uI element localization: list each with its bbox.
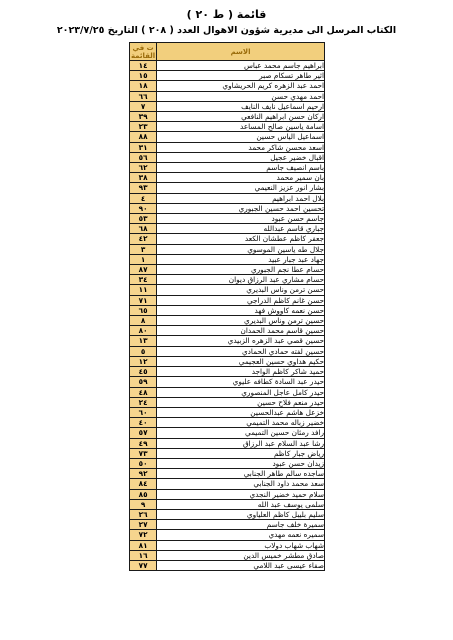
row-name: بان سمير محمد [157,173,325,183]
table-row [130,428,325,438]
row-list-number: ٥ [130,346,157,356]
table-row [130,234,325,244]
row-list-number: ٢٤ [130,397,157,407]
row-name: حسين لفته حمادي الحمادي [157,346,325,356]
row-list-number: ٤٥ [130,367,157,377]
row-list-number: ٨٤ [130,479,157,489]
row-list-number: ٥٠ [130,458,157,468]
row-list-number: ٣٤ [130,275,157,285]
row-name: صفاء عيسى عبد اللامي [157,560,325,570]
row-name: حسين قصي عبد الزهره الزبيدي [157,336,325,346]
row-list-number: ٤٠ [130,418,157,428]
row-list-number: ١٨ [130,81,157,91]
row-name: سميرة خلف جاسم [157,520,325,530]
table-row [130,458,325,468]
table-row [130,275,325,285]
row-name: تحسين احمد حسين الجبوري [157,203,325,213]
row-name: جهاد عبد جبار عبيد [157,254,325,264]
row-list-number: ٣٨ [130,173,157,183]
row-name: احمد مهدي حسن [157,91,325,101]
row-name: رافد رمثان حسين التميمي [157,428,325,438]
row-list-number: ٢٦ [130,509,157,519]
row-name: بلال احمد ابراهيم [157,193,325,203]
table-row [130,367,325,377]
row-name: حسين قاسم محمد الحمدان [157,326,325,336]
row-name: خضير زباله محمد التميمي [157,418,325,428]
row-name: حميد شاكر كاظم الواجد [157,367,325,377]
table-row [130,316,325,326]
row-name: جلال طه ياسين الموسوي [157,244,325,254]
table-row [130,244,325,254]
row-list-number: ٩ [130,499,157,509]
row-name: سلام حميد خضير النجدي [157,489,325,499]
table-row [130,509,325,519]
row-name: سلمى يوسف عبد الله [157,499,325,509]
table-row [130,407,325,417]
row-name: اقبال خضير عجيل [157,152,325,162]
row-list-number: ٨٨ [130,132,157,142]
row-list-number: ٨٥ [130,489,157,499]
row-list-number: ٧٣ [130,448,157,458]
row-name: اثير طاهر تسكام صبر [157,71,325,81]
row-name: رشا عبد السلام عبد الرزاق [157,438,325,448]
table-row [130,377,325,387]
row-list-number: ٧١ [130,295,157,305]
row-list-number: ١٥ [130,71,157,81]
table-row [130,101,325,111]
table-row [130,387,325,397]
table-row [130,173,325,183]
row-list-number: ٣٩ [130,112,157,122]
page-title: قائمة ( ط ٢٠ ) [186,8,267,21]
row-name: سليم بليبل كاظم العلياوي [157,509,325,519]
table-row [130,550,325,560]
letter-subtitle: الكتاب المرسل الى مديرية شؤون الاهوال العدد ( ٢٠٨ ) التاريخ ٢٠٢٣/٧/٢٥ [56,25,397,36]
row-list-number: ٦٢ [130,163,157,173]
row-list-number: ١ [130,254,157,264]
row-name: خزعل هاشم عبدالحسين [157,407,325,417]
table-row [130,418,325,428]
row-list-number: ٦٨ [130,224,157,234]
row-name: احمد عبد الزهره كريم الحريشاوي [157,81,325,91]
table-row [130,71,325,81]
table-row [130,214,325,224]
table-row [130,326,325,336]
row-list-number: ٥٩ [130,377,157,387]
column-header-name: الاسم [157,43,325,61]
row-list-number: ٩٢ [130,469,157,479]
row-list-number: ١٢ [130,356,157,366]
row-list-number: ٥٧ [130,428,157,438]
row-name: حكيم هداوي حسين العجيمي [157,356,325,366]
row-name: باسم انصيف جاسم [157,163,325,173]
table-row [130,336,325,346]
table-row [130,499,325,509]
row-name: شهاب شهاب دولاب [157,540,325,550]
row-name: حسن نعمه كاووش فهد [157,305,325,315]
row-name: ساجده سالم طاهر الجنابي [157,469,325,479]
table-row [130,152,325,162]
row-list-number: ٤٢ [130,234,157,244]
row-list-number: ٢٣ [130,122,157,132]
table-header-row [130,43,325,61]
column-header-number: ت في القائمة [130,43,156,60]
row-list-number: ١٦ [130,550,157,560]
row-list-number: ٤٩ [130,438,157,448]
row-list-number: ١٤ [130,61,157,71]
row-list-number: ٦٠ [130,407,157,417]
row-name: جعفر كاظم عطشان الكعد [157,234,325,244]
row-name: اسماعيل الياس حسين [157,132,325,142]
row-name: حسن ترمن وناس البديري [157,285,325,295]
row-name: حيدر كامل عاجل المنصوري [157,387,325,397]
table-row [130,479,325,489]
row-list-number: ٣ [130,244,157,254]
table-row [130,132,325,142]
table-row [130,560,325,570]
row-list-number: ١١ [130,285,157,295]
row-name: حيدر عبد السادة كطافه عليوي [157,377,325,387]
row-name: سعد محمد داود الجنابي [157,479,325,489]
row-name: اسعد محسن شاكر محمد [157,142,325,152]
row-name: سميره نعمه مهدي [157,530,325,540]
table-row [130,254,325,264]
table-row [130,91,325,101]
row-list-number: ٦٥ [130,305,157,315]
row-list-number: ٤ [130,193,157,203]
names-table [129,42,325,571]
row-name: اركان حسن ابراهيم النافعي [157,112,325,122]
row-list-number: ٧٧ [130,560,157,570]
row-list-number: ٨ [130,316,157,326]
row-list-number: ٨٠ [130,326,157,336]
table-row [130,163,325,173]
row-name: حسن غانم كاظم الدراجي [157,295,325,305]
table-row [130,183,325,193]
table-row [130,469,325,479]
table-row [130,265,325,275]
table-row [130,61,325,71]
row-name: حسام مشاري عبد الرزاق ديوان [157,275,325,285]
row-list-number: ٤٨ [130,387,157,397]
table-row [130,356,325,366]
row-name: بشار انور عزيز النعيمي [157,183,325,193]
row-name: صادق مطشر خميس الدين [157,550,325,560]
table-row [130,112,325,122]
table-row [130,448,325,458]
table-row [130,122,325,132]
table-row [130,224,325,234]
row-list-number: ١٣ [130,336,157,346]
table-row [130,346,325,356]
row-name: جباري قاسم عبدالله [157,224,325,234]
row-list-number: ٨٧ [130,265,157,275]
row-list-number: ٦٦ [130,91,157,101]
table-row [130,203,325,213]
row-name: جاسم حسن عبود [157,214,325,224]
table-row [130,81,325,91]
row-list-number: ٥٦ [130,152,157,162]
row-name: حسام عطا نجم الجبوري [157,265,325,275]
row-list-number: ٧ [130,101,157,111]
row-name: حيدر منعم فلاح حسين [157,397,325,407]
table-row [130,305,325,315]
table-row [130,285,325,295]
row-list-number: ٩٣ [130,183,157,193]
table-row [130,193,325,203]
table-row [130,530,325,540]
row-list-number: ٣١ [130,142,157,152]
table-row [130,142,325,152]
table-row [130,295,325,305]
row-name: رياض جبار كاظم [157,448,325,458]
row-name: ارحيم اسماعيل نايف النايف [157,101,325,111]
row-list-number: ٥٣ [130,214,157,224]
row-list-number: ٧٢ [130,530,157,540]
row-list-number: ٩٠ [130,203,157,213]
row-list-number: ٨١ [130,540,157,550]
row-name: ابراهيم جاسم محمد عباس [157,61,325,71]
row-name: اسامة ياسين صالح المساعد [157,122,325,132]
row-name: حسين ترمن وناس البديري [157,316,325,326]
table-row [130,438,325,448]
row-list-number: ٢٧ [130,520,157,530]
table-row [130,489,325,499]
table-row [130,397,325,407]
table-row [130,520,325,530]
table-row [130,540,325,550]
table-body [130,61,325,571]
row-name: زيدان حسن عبود [157,458,325,468]
